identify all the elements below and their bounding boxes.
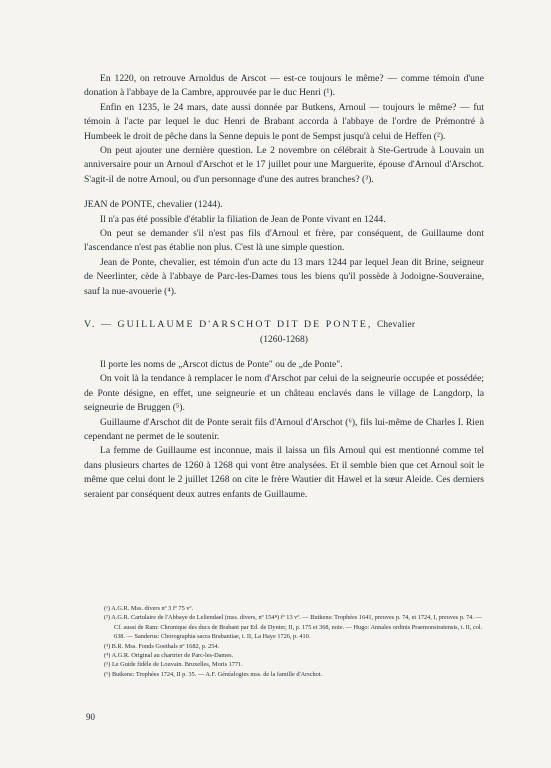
paragraph: La femme de Guillaume est inconnue, mais il laissa un fils Arnoul qui est mentionné comme tel dans plusieurs chartes de 1260 à 1268 qui vont être analysées. Et il semble bien que cet Arnoul soit le même que celui dont le 2 juillet 1268 on cite le frère Wautier dit Hawel et la sœur Aleide. Ces derniers seraient par conséquent deux autres enfants de Guillaume. [84, 445, 484, 500]
chapter-title: V. — GUILLAUME D'ARSCHOT DIT DE PONTE, [84, 319, 373, 331]
paragraph: On voit là la tendance à remplacer le nom d'Arschot par celui de la seigneurie occupée et possédée; de Ponte désigne, en effet, une seigneurie et un château enclavés dans le village de Langdorp, la seigneurie de Bruggen (⁵). [84, 373, 484, 414]
paragraph: Enfin en 1235, le 24 mars, date aussi donnée par Butkens, Arnoul — toujours le même? — fut témoin à l'acte par lequel le duc Henri de Brabant accorda à l'abbaye de l'ordre de Prémontré à Humbeek le droit de pêche dans la Senne depuis le pont de Sempst jusqu'à celui de Heffen (²). [84, 101, 484, 142]
chapter-rank: Chevalier [376, 320, 416, 331]
footnote: (¹) A.G.R. Mss. divers nº 3 fº 75 vº. [104, 605, 194, 612]
paragraph: On peut ajouter une dernière question. Le 2 novembre on célébrait à Ste-Gertrude à Louvain un anniversaire pour un Arnoul d'Arschot et le 17 juillet pour une Marguerite, épouse d'Arnoul d'Arschot. S'agit-il de notre Arnoul, ou d'un personnage d'une des autres branches? (³). [84, 145, 484, 185]
paragraph: Il n'a pas été possible d'établir la filiation de Jean de Ponte vivant en 1244. [100, 213, 386, 225]
chapter-dates: (1260-1268) [260, 333, 308, 345]
footnote: (⁴) A.G.R. Original au chartrier de Parc-les-Dames. [104, 652, 234, 660]
chapter-heading [84, 318, 484, 332]
footnote: (²) A.G.R. Cartulaire de l'Abbaye de Leliendael (mss. divers, nº 154ᴮ) fº 13 vº. — Butkens: Trophées 1641, preuves p. 74, et 1724, I, preuves p. 74. — Cf. aussi de Ram: Chronique des ducs de Brabant par Ed. de Dynter, II, p. 175 et 368, note. — Hugo: Annales ordinis Praemonstratensis, t. II, col. 638. — Sanderus: Chorographia sacra Brabantiae, t. II, La Haye 1726, p. 410. [104, 614, 483, 641]
paragraph: Guillaume d'Arschot dit de Ponte serait fils d'Arnoul d'Arschot (⁶), fils lui-même de Charles I. Rien cependant ne permet de le soutenir. [84, 416, 484, 442]
paragraph: En 1220, on retrouve Arnoldus de Arscot — est-ce toujours le même? — comme témoin d'une donation à l'abbaye de la Cambre, approuvée par le duc Henri (¹). [84, 73, 484, 99]
footnote: (³) B.R. Mss. Fonds Goethals nº 1682, p. 254. [104, 642, 220, 650]
body-text [84, 72, 484, 502]
paragraph: On peut se demander s'il n'est pas fils d'Arnoul et frère, par conséquent, de Guillaume dont l'ascendance n'est pas établie non plus. C'est là une simple question. [84, 228, 484, 254]
paragraph: Il porte les noms de „Arscot dictus de Ponte" ou de „de Ponte". [100, 358, 343, 370]
paragraph: Jean de Ponte, chevalier, est témoin d'un acte du 13 mars 1244 par lequel Jean dit Brine, seigneur de Neerlinter, cède à l'abbaye de Parc-les-Dames tous les biens qu'il possède à Jodoigne-Souveraine, sauf la nue-avouerie (⁴). [84, 256, 484, 297]
footnote: (⁶) Butkens: Trophées 1724, II p. 35. — A.F. Généalogies mss. de la famille d'Arschot. [104, 670, 323, 678]
page-number: 90 [86, 712, 95, 722]
section-subheading: JEAN de PONTE, chevalier (1244). [84, 199, 223, 211]
footnote: (⁵) Le Guide fidèle de Louvain. Bruxelles, Moris 1771. [104, 661, 243, 669]
footnotes [104, 604, 490, 679]
